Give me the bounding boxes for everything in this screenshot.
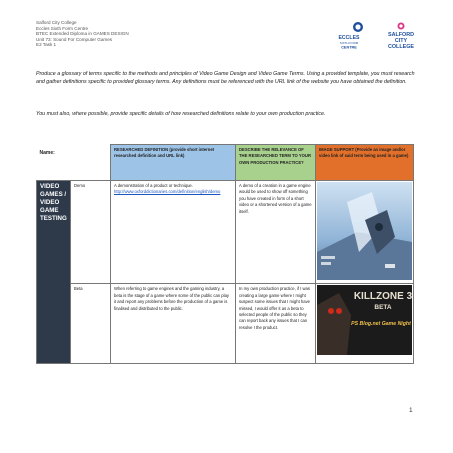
header-researched-definition: RESEARCHED DEFINITION (provide short internet researched definition and URL link) — [111, 145, 236, 181]
killzone-title: KILLZONE 3 — [353, 291, 412, 303]
category-label: VIDEO GAMES / VIDEO GAME TESTING — [40, 183, 67, 222]
table-header-row — [37, 145, 414, 181]
header-line: BTEC Extended Diploma in GAMES DESIGN — [36, 31, 129, 37]
logo-eccles-text: ECCLES — [338, 35, 360, 41]
header-line: E2 Task 1 — [36, 42, 57, 48]
logo-salford-text: CITY — [394, 38, 408, 44]
demo-game-screenshot — [317, 182, 412, 280]
document-header — [36, 20, 129, 48]
killzone-beta-label: BETA — [374, 304, 392, 312]
header-line: Eccles Sixth Form Centre — [36, 25, 89, 31]
image-cell — [316, 181, 414, 284]
image-cell — [316, 284, 414, 364]
ps-blog-game-night-label: PS Blog.net Game Night — [351, 321, 411, 328]
logo-eccles-text: SIXTH FORM — [339, 41, 359, 45]
page-number: 1 — [409, 407, 413, 414]
glossary-table — [36, 144, 414, 364]
header-relevance: DESCRIBE THE RELEVANCE OF THE RESEARCHED TERM TO YOUR OWN PRODUCTION PRACTICE? — [236, 145, 316, 181]
salford-city-college-logo — [378, 21, 424, 51]
term-cell: Beta — [71, 284, 111, 364]
name-cell[interactable] — [37, 145, 111, 181]
relevance-cell: In my own production practice, if I was creating a large game where I might suspect some issues that I might have missed, I would offer it as a beta to selected people of the public so they can report back any issues that I can resolve I the product. — [236, 284, 316, 364]
table-row — [37, 284, 414, 364]
header-line: Salford City College — [36, 20, 77, 25]
term-cell: Demo — [71, 181, 111, 284]
header-image-support: IMAGE SUPPORT (Provide an image and/or video link of said term being used in a game) — [316, 145, 414, 181]
definition-cell — [111, 181, 236, 284]
table-row — [37, 181, 414, 284]
category-cell — [37, 181, 71, 364]
logo-salford-text: SALFORD — [387, 32, 415, 38]
killzone-beta-image — [317, 285, 412, 355]
task-instructions: Produce a glossary of terms specific to the methods and principles of Video Game Design and Video Game Terms. Using a provided template, you must research and gather definitions specific to provided glossary terms. Any definitions must be referenced with the URL link of the website you have obtained the definition. — [36, 71, 415, 86]
relevance-cell: A demo of a creation in a game engine would be used to show off something you have created in form of a short video or a shortened version of a game itself. — [236, 181, 316, 284]
definition-cell: When referring to game engines and the gaming industry, a beta is the stage of a game where some of the public can play it and report any problems before the production of a game is finalised and distributed to the public. — [111, 284, 236, 364]
logo-salford-text: COLLEGE — [387, 44, 415, 50]
definition-text: A demonstration of a product or technique. — [114, 183, 193, 188]
definition-url-link[interactable]: http://www.oxforddictionaries.com/definition/english/demo — [114, 189, 221, 195]
task-instructions-secondary: You must also, where possible, provide specific details of how researched definitions relate to your own production practice. — [36, 111, 326, 117]
eccles-sixth-form-logo — [331, 21, 367, 51]
name-label: Name: — [39, 149, 55, 156]
logo-eccles-text: CENTRE — [341, 45, 357, 50]
header-line: Unit 73: Sound For Computer Games — [36, 36, 113, 42]
